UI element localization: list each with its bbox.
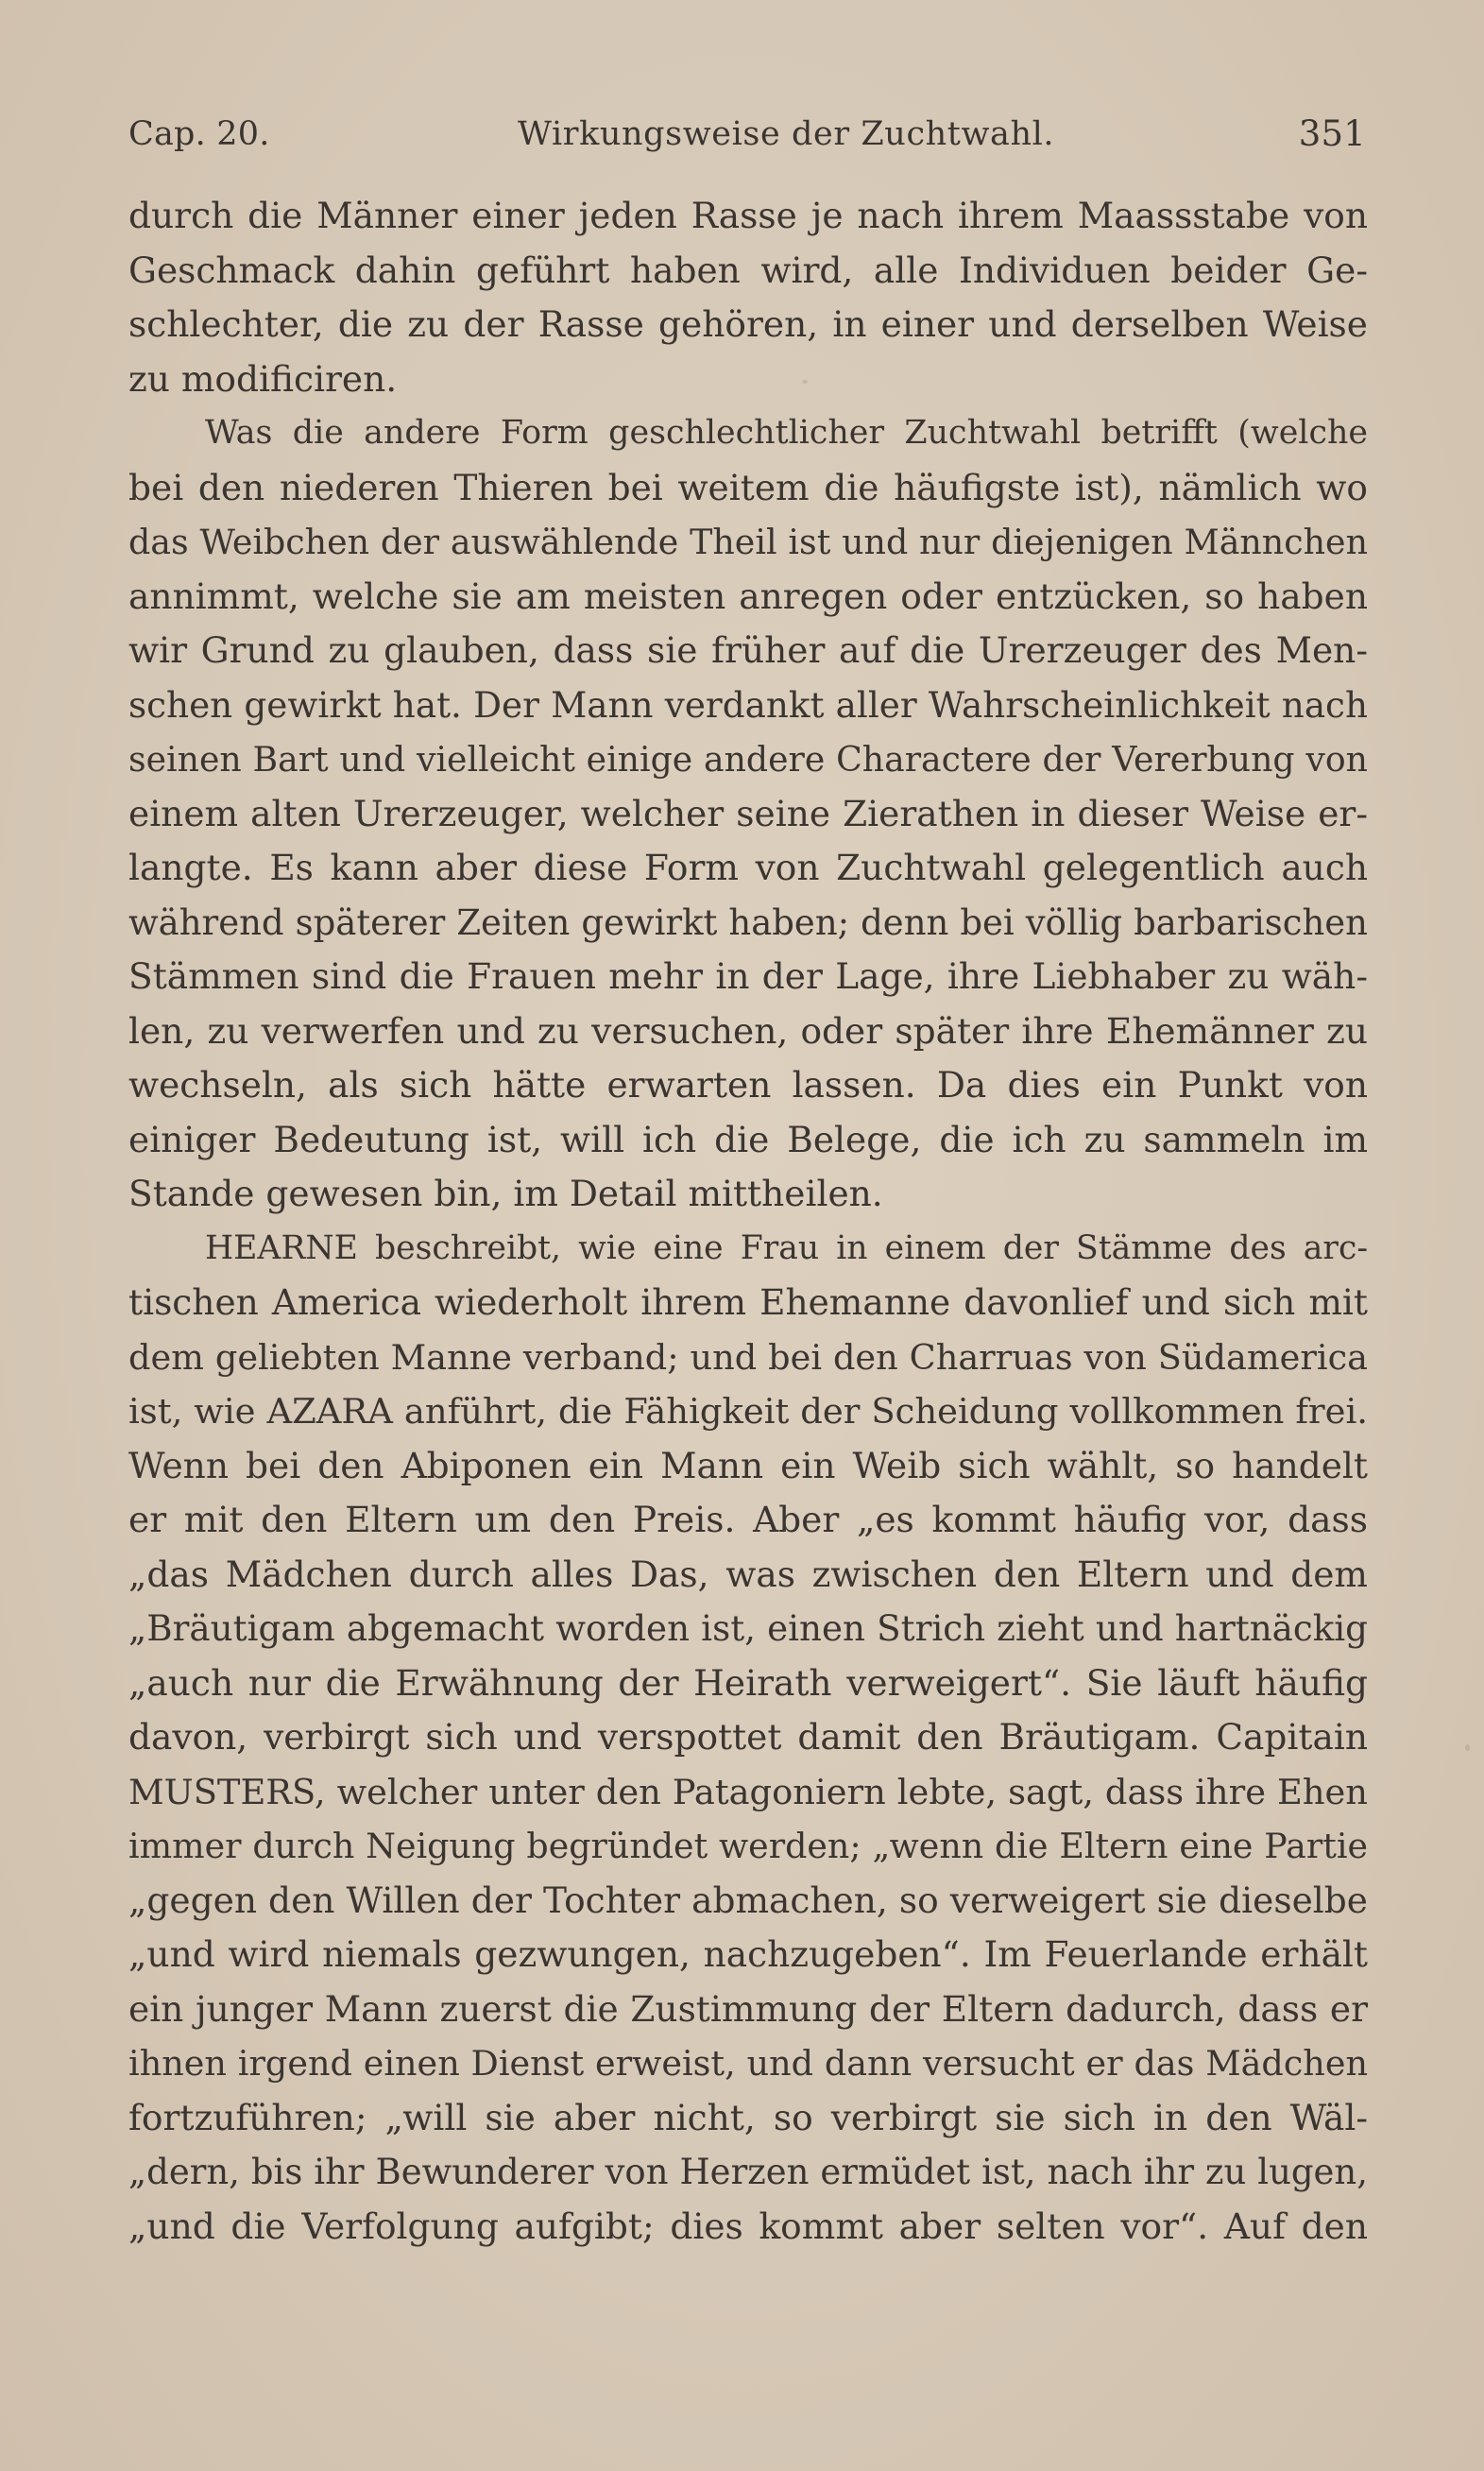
text-line: einem alten Urerzeuger, welcher seine Zierathen in dieser Weise er- bbox=[128, 792, 1368, 834]
text-line: „gegen den Willen der Tochter abmachen, so verweigert sie dieselbe bbox=[128, 1879, 1368, 1921]
text-line: das Weibchen der auswählende Theil ist und nur diejenigen Männchen bbox=[128, 522, 1368, 562]
text-line: während späterer Zeiten gewirkt haben; denn bei völlig barbarischen bbox=[128, 901, 1368, 943]
chapter-label: Cap. 20. bbox=[128, 115, 270, 153]
text-line: HEARNE beschreibt, wie eine Frau in einem der Stämme des arc- bbox=[205, 1228, 1368, 1267]
text-line: bei den niederen Thieren bei weitem die häufigste ist), nämlich wo bbox=[128, 466, 1368, 508]
text-line: seinen Bart und vielleicht einige andere Charactere der Vererbung von bbox=[128, 739, 1368, 780]
text-line: ihnen irgend einen Dienst erweist, und dann versucht er das Mädchen bbox=[128, 2043, 1368, 2084]
text-line: len, zu verwerfen und zu versuchen, oder später ihre Ehemänner zu bbox=[128, 1009, 1368, 1052]
running-header bbox=[128, 106, 1366, 163]
text-line: Stande gewesen bin, im Detail mittheilen. bbox=[128, 1173, 883, 1214]
text-line: immer durch Neigung begründet werden; „wenn die Eltern eine Partie bbox=[128, 1826, 1368, 1866]
body-text bbox=[128, 189, 1368, 2254]
text-line: wechseln, als sich hätte erwarten lassen. Da dies ein Punkt von bbox=[128, 1064, 1368, 1106]
text-line: Was die andere Form geschlechtlicher Zuchtwahl betrifft (welche bbox=[205, 414, 1368, 452]
text-line: schlechter, die zu der Rasse gehören, in einer und derselben Weise bbox=[128, 303, 1368, 345]
text-line: „das Mädchen durch alles Das, was zwischen den Eltern und dem bbox=[128, 1553, 1368, 1595]
text-line: Geschmack dahin geführt haben wird, alle Individuen beider Ge- bbox=[128, 249, 1368, 291]
paper-speck bbox=[802, 380, 808, 384]
text-line: „auch nur die Erwähnung der Heirath verweigert“. Sie läuft häufig bbox=[128, 1661, 1368, 1704]
text-line: zu modificiren. bbox=[128, 357, 398, 400]
text-line: „Bräutigam abgemacht worden ist, einen Strich zieht und hartnäckig bbox=[128, 1607, 1368, 1649]
text-line: fortzuführen; „will sie aber nicht, so verbirgt sie sich in den Wäl- bbox=[128, 2096, 1368, 2138]
text-line: ein junger Mann zuerst die Zustimmung der Eltern dadurch, dass er bbox=[128, 1987, 1368, 2030]
page-number: 351 bbox=[1298, 113, 1366, 154]
text-line: annimmt, welche sie am meisten anregen oder entzücken, so haben bbox=[128, 575, 1368, 617]
text-line: einiger Bedeutung ist, will ich die Belege, die ich zu sammeln im bbox=[128, 1118, 1368, 1160]
text-line: „und wird niemals gezwungen, nachzugeben“. Im Feuerlande erhält bbox=[128, 1933, 1368, 1975]
text-line: dem geliebten Manne verband; und bei den Charruas von Südamerica bbox=[128, 1336, 1368, 1378]
running-title: Wirkungsweise der Zuchtwahl. bbox=[518, 115, 1055, 153]
text-line: ist, wie AZARA anführt, die Fähigkeit der Scheidung vollkommen frei. bbox=[128, 1391, 1368, 1432]
text-line: tischen America wiederholt ihrem Ehemanne davonlief und sich mit bbox=[128, 1281, 1368, 1323]
text-line: davon, verbirgt sich und verspottet damit den Bräutigam. Capitain bbox=[128, 1716, 1368, 1758]
text-line: langte. Es kann aber diese Form von Zuchtwahl gelegentlich auch bbox=[128, 847, 1368, 888]
text-line: Stämmen sind die Frauen mehr in der Lage, ihre Liebhaber zu wäh- bbox=[128, 955, 1368, 997]
text-line: MUSTERS, welcher unter den Patagoniern lebte, sagt, dass ihre Ehen bbox=[128, 1771, 1368, 1812]
text-line: „dern, bis ihr Bewunderer von Herzen ermüdet ist, nach ihr zu lugen, bbox=[128, 2152, 1368, 2192]
text-line: wir Grund zu glauben, dass sie früher auf die Urerzeuger des Men- bbox=[128, 629, 1368, 671]
text-line: er mit den Eltern um den Preis. Aber „es kommt häufig vor, dass bbox=[128, 1499, 1368, 1540]
paper-speck bbox=[1465, 1744, 1470, 1751]
text-line: schen gewirkt hat. Der Mann verdankt aller Wahrscheinlichkeit nach bbox=[128, 683, 1368, 726]
text-line: Wenn bei den Abiponen ein Mann ein Weib sich wählt, so handelt bbox=[128, 1444, 1368, 1486]
text-line: durch die Männer einer jeden Rasse je nach ihrem Maassstabe von bbox=[128, 195, 1368, 236]
text-line: „und die Verfolgung aufgibt; dies kommt aber selten vor“. Auf den bbox=[128, 2205, 1368, 2247]
